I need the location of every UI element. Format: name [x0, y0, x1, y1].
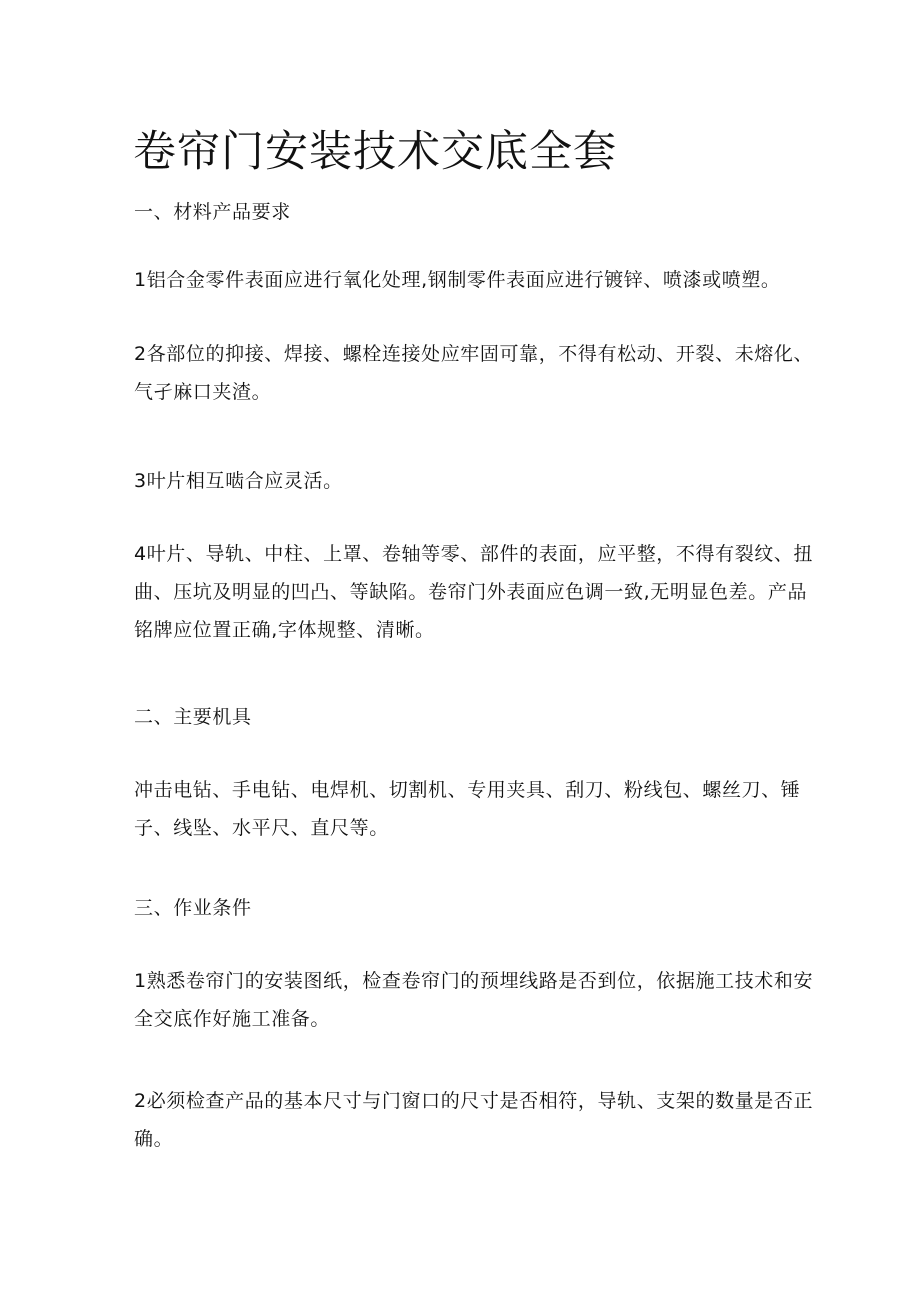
paragraph-materials-3: 3叶片相互啮合应灵活。: [134, 470, 343, 492]
section-heading-tools: 二、主要机具: [134, 706, 252, 728]
page-title: 卷帘门安装技术交底全套: [133, 127, 617, 177]
paragraph-tools-1: 冲击电钻、手电钻、电焊机、切割机、专用夹具、刮刀、粉线包、螺丝刀、锤子、线坠、水平尺、直尺等。: [134, 779, 801, 839]
section-heading-conditions: 三、作业条件: [134, 897, 252, 919]
paragraph-conditions-1: 1熟悉卷帘门的安装图纸，检查卷帘门的预埋线路是否到位，依据施工技术和安全交底作好施工准备。: [134, 970, 814, 1030]
paragraph-materials-1: 1铝合金零件表面应进行氧化处理,钢制零件表面应进行镀锌、喷漆或喷塑。: [134, 269, 781, 291]
section-heading-materials: 一、材料产品要求: [134, 201, 291, 223]
paragraph-materials-2: 2各部位的抑接、焊接、螺栓连接处应牢固可靠，不得有松动、开裂、未熔化、气孑麻口夹渣。: [134, 343, 814, 403]
paragraph-conditions-2: 2必须检查产品的基本尺寸与门窗口的尺寸是否相符，导轨、支架的数量是否正确。: [134, 1090, 814, 1150]
paragraph-materials-4: 4叶片、导轨、中柱、上罩、卷轴等零、部件的表面，应平整，不得有裂纹、扭曲、压坑及明显的凹凸、等缺陷。卷帘门外表面应色调一致,无明显色差。产品铭牌应位置正确,字体规整、清晰。: [134, 543, 814, 641]
